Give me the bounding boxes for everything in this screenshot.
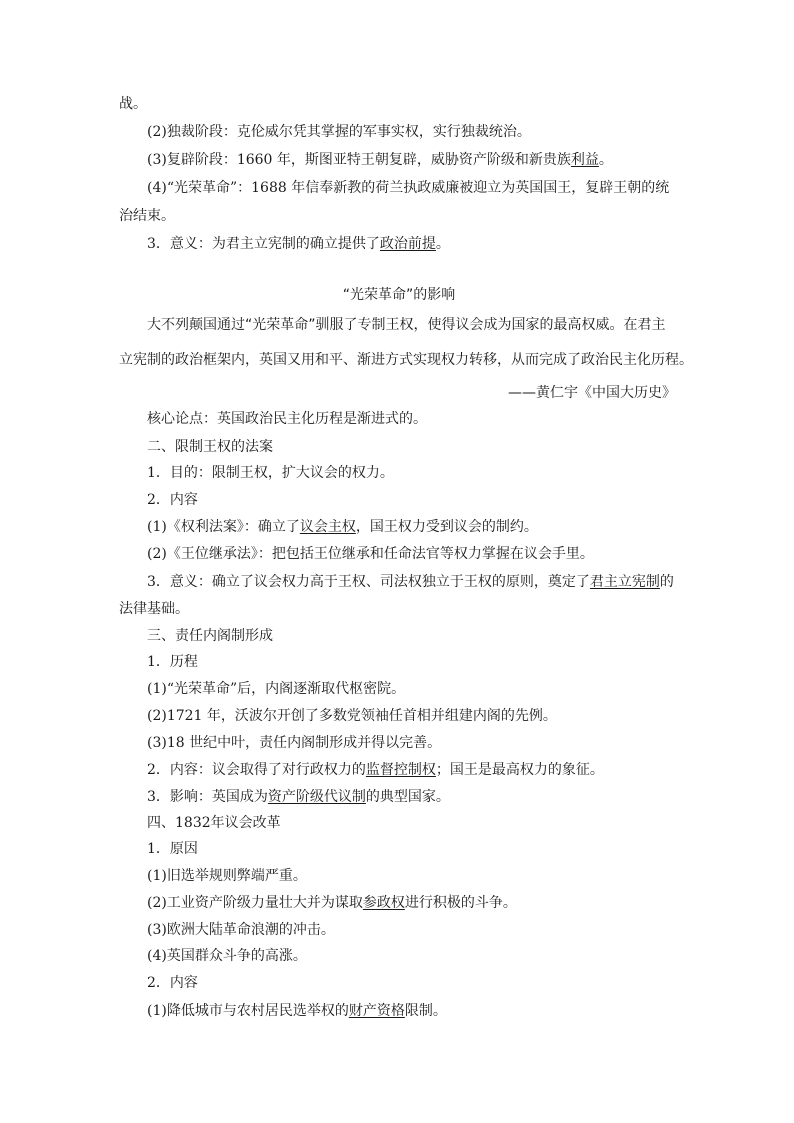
text-line: 核心论点：英国政治民主化历程是渐进式的。 (147, 411, 427, 427)
text-line: 3．意义：确立了议会权力高于王权、司法权独立于王权的原则，奠定了君主立宪制的 (147, 574, 674, 590)
text-line: 3．意义：为君主立宪制的确立提供了政治前提。 (147, 236, 450, 252)
underlined-term: 资产阶级代议制 (267, 789, 366, 805)
section-heading: 三、责任内阁制形成 (147, 628, 273, 644)
text-line: (2)独裁阶段：克伦威尔凭其掌握的军事实权，实行独裁统治。 (147, 124, 531, 140)
text-line: 1．目的：限制王权，扩大议会的权力。 (147, 465, 394, 481)
text-line: 战。 (119, 96, 147, 112)
text-line: 3．影响：英国成为资产阶级代议制的典型国家。 (147, 789, 450, 805)
quote-line: 立宪制的政治框架内，英国又用和平、渐进方式实现权力转移，从而完成了政治民主化历程。 (119, 352, 693, 368)
text-line: (1)旧选举规则弊端严重。 (147, 868, 307, 884)
text-line: (2)《王位继承法》：把包括王位继承和任命法官等权力掌握在议会手里。 (147, 546, 594, 562)
text-line: (1)降低城市与农村居民选举权的财产资格限制。 (147, 1003, 447, 1019)
underlined-term: 参政权 (362, 895, 405, 911)
underlined-term: 财产资格 (348, 1003, 405, 1019)
text-line: (4)英国群众斗争的高涨。 (147, 948, 307, 964)
text-line: (4)“光荣革命”：1688 年信奉新教的荷兰执政威廉被迎立为英国国王，复辟王朝的统 (147, 180, 670, 196)
underlined-term: 君主立宪制 (589, 574, 660, 590)
text-line: (3)复辟阶段：1660 年，斯图亚特王朝复辟，威胁资产阶级和新贵族利益。 (147, 152, 613, 168)
text-line: (2)工业资产阶级力量壮大并为谋取参政权进行积极的斗争。 (147, 895, 517, 911)
text-line: (1)“光荣革命”后，内阁逐渐取代枢密院。 (147, 681, 406, 697)
section-heading: 四、1832年议会改革 (147, 815, 281, 831)
text-line: 1．历程 (147, 654, 198, 670)
text-line: 治结束。 (119, 208, 175, 224)
text-line: (1)《权利法案》：确立了议会主权，国王权力受到议会的制约。 (147, 519, 538, 535)
text-line: (3)欧洲大陆革命浪潮的冲击。 (147, 922, 335, 938)
quote-line: 大不列颠国通过“光荣革命”驯服了专制王权，使得议会成为国家的最高权威。在君主 (147, 317, 666, 333)
text-line: 法律基础。 (119, 601, 189, 617)
text-line: 2．内容 (147, 975, 198, 991)
text-line: 1．原因 (147, 841, 198, 857)
text-line: (3)18 世纪中叶，责任内阁制形成并得以完善。 (147, 735, 442, 751)
underlined-term: 利益 (570, 152, 599, 168)
text-line: 2．内容 (147, 492, 198, 508)
underlined-term: 监督控制权 (365, 762, 436, 778)
material-heading: “光荣革命”的影响 (342, 287, 456, 303)
section-heading: 二、限制王权的法案 (147, 439, 273, 455)
underlined-term: 政治前提 (379, 236, 436, 252)
text-line: (2)1721 年，沃波尔开创了多数党领袖任首相并组建内阁的先例。 (147, 708, 557, 724)
quote-source: ——黄仁宇《中国大历史》 (508, 385, 676, 401)
text-line: 2．内容：议会取得了对行政权力的监督控制权；国王是最高权力的象征。 (147, 762, 604, 778)
underlined-term: 议会主权 (299, 519, 356, 535)
